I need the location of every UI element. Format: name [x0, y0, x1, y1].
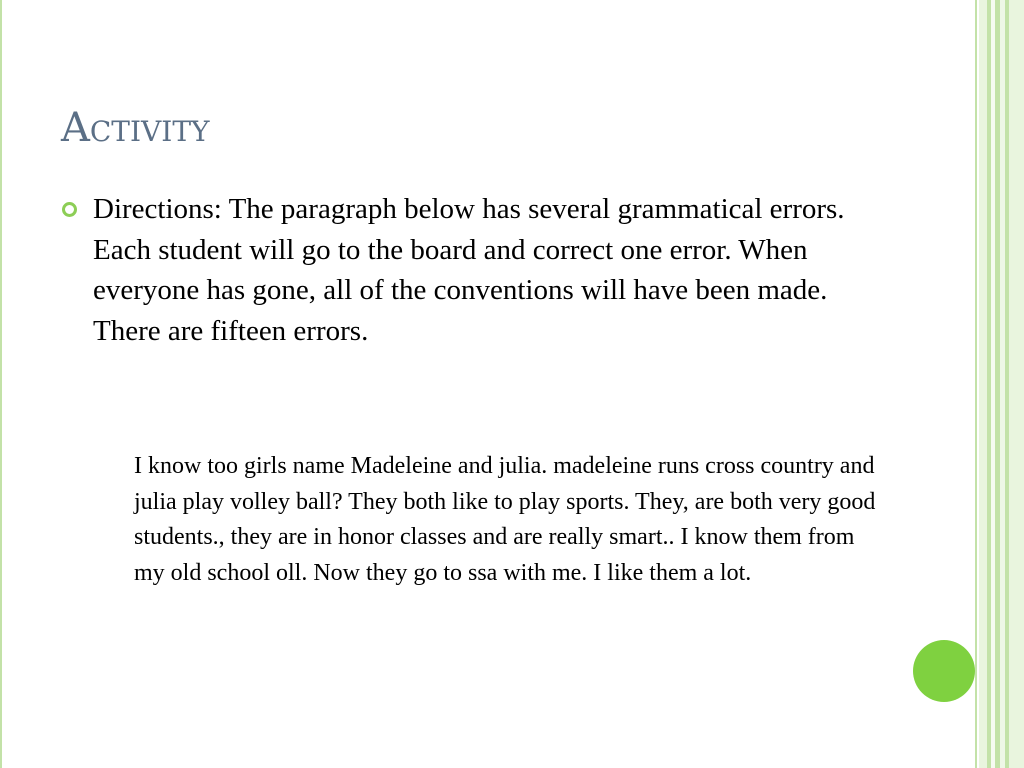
slide-title: Activity — [61, 105, 210, 151]
green-circle-icon — [913, 640, 975, 702]
circle-bullet-icon — [62, 202, 77, 217]
decorative-stripe — [979, 0, 987, 768]
decorative-stripe — [1009, 0, 1024, 768]
error-paragraph: I know too girls name Madeleine and julia. madeleine runs cross country and julia play volley ball? They both like to play sports. They, are both very good students., they are in honor classes and are really smart.. I know them from my old school oll. Now they go to ssa with me. I like them a lot. — [134, 453, 876, 587]
directions-text: Directions: The paragraph below has several grammatical errors. Each student will go to the board and correct one error. When everyone has gone, all of the conventions will have been made. There are fifteen errors. — [93, 193, 845, 347]
